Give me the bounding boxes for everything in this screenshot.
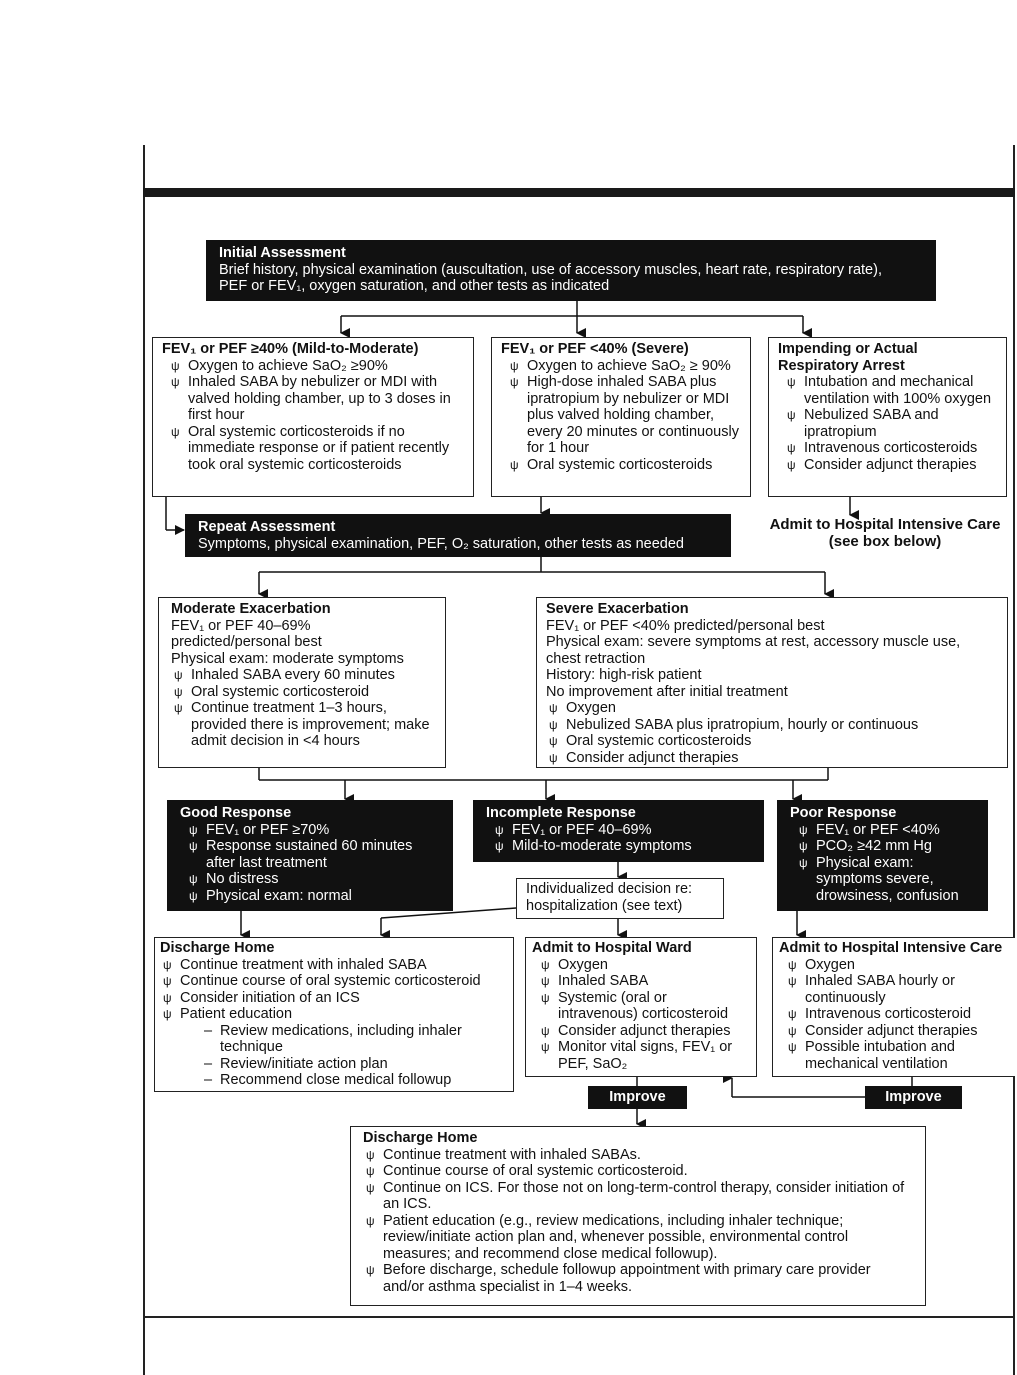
moderate-exacerbation-title: Moderate Exacerbation — [171, 601, 331, 617]
final-discharge-home-box — [350, 1126, 926, 1306]
moderate-exacerbation-line2: Physical exam: moderate symptoms — [171, 650, 404, 667]
improve-tag-ward: Improve — [588, 1086, 687, 1109]
severe-box — [491, 337, 751, 497]
individualized-decision-line1: Individualized decision re: — [526, 881, 693, 897]
poor-response-box — [777, 800, 988, 911]
list-item: ψ Possible intubation and mechanical ventilation — [779, 1039, 1009, 1072]
list-item: ψ No distress — [180, 871, 440, 888]
list-item: ψ Inhaled SABA hourly or continuously — [779, 973, 1009, 1006]
list-item: ψ FEV₁ or PEF <40% — [790, 822, 975, 839]
list-item: ψ Response sustained 60 minutes after last treatment — [180, 838, 440, 871]
good-response-box — [167, 800, 453, 911]
mild-moderate-title: FEV₁ or PEF ≥40% (Mild-to-Moderate) — [162, 341, 419, 357]
list-item: ψ Continue course of oral systemic corticosteroid. — [363, 1163, 913, 1180]
list-item: ψ Oral systemic corticosteroid — [171, 684, 433, 701]
moderate-exacerbation-line1: FEV₁ or PEF 40–69% predicted/personal best — [171, 617, 322, 650]
sub-list-item: – Review/initiate action plan — [160, 1056, 508, 1073]
sub-list-item: – Review medications, including inhaler technique — [160, 1023, 508, 1056]
sub-list-item: – Recommend close medical followup — [160, 1072, 508, 1089]
hospital-icu-title: Admit to Hospital Intensive Care — [779, 940, 1003, 956]
list-item: ψ Consider initiation of an ICS — [160, 990, 508, 1007]
severe-exacerbation-title: Severe Exacerbation — [546, 601, 689, 617]
list-item: ψ Consider adjunct therapies — [532, 1023, 750, 1040]
list-item: ψ Consider adjunct therapies — [779, 1023, 1009, 1040]
list-item: ψ FEV₁ or PEF 40–69% — [486, 822, 751, 839]
list-item: ψ Before discharge, schedule followup appointment with primary care provider and/or asthma specialist in 1–4 weeks. — [363, 1262, 913, 1295]
moderate-exacerbation-box — [158, 597, 446, 768]
list-item: ψ Patient education (e.g., review medications, including inhaler technique; review/initiate action plan and, whenever possible, environmental control measures; and recommend close medical followup). — [363, 1213, 913, 1263]
list-item: ψ Inhaled SABA every 60 minutes — [171, 667, 433, 684]
severe-exacerbation-box — [536, 597, 1008, 768]
list-item: ψ Nebulized SABA and ipratropium — [778, 407, 997, 440]
hospital-icu-box — [772, 937, 1015, 1077]
list-item: ψ Physical exam: symptoms severe, drowsiness, confusion — [790, 855, 975, 905]
incomplete-response-title: Incomplete Response — [486, 805, 636, 821]
list-item: ψ Intubation and mechanical ventilation with 100% oxygen — [778, 374, 997, 407]
repeat-assessment-box — [185, 514, 731, 557]
initial-assessment-line2: PEF or FEV₁, oxygen saturation, and other tests as indicated — [219, 278, 610, 294]
list-item: ψ Monitor vital signs, FEV₁ or PEF, SaO₂ — [532, 1039, 750, 1072]
list-item: ψ FEV₁ or PEF ≥70% — [180, 822, 440, 839]
initial-assessment-title: Initial Assessment — [219, 245, 346, 261]
final-discharge-home-title: Discharge Home — [363, 1130, 478, 1146]
individualized-decision-line2: hospitalization (see text) — [526, 897, 683, 914]
initial-assessment-line1: Brief history, physical examination (auscultation, use of accessory muscles, heart rate, respiratory rate), — [219, 261, 882, 278]
list-item: ψ Oral systemic corticosteroids if no immediate response or if patient recently took oral systemic corticosteroids — [162, 424, 464, 474]
list-item: ψ PCO₂ ≥42 mm Hg — [790, 838, 975, 855]
list-item: ψ Oxygen — [532, 957, 750, 974]
severe-exacerbation-line4: No improvement after initial treatment — [546, 683, 788, 700]
list-item: ψ High-dose inhaled SABA plus ipratropium by nebulizer or MDI plus valved holding chamber, every 20 minutes or continuously for 1 hour — [501, 374, 741, 457]
list-item: ψ Oxygen to achieve SaO₂ ≥ 90% — [501, 358, 741, 375]
list-item: ψ Physical exam: normal — [180, 888, 440, 905]
respiratory-arrest-box — [768, 337, 1007, 497]
list-item: ψ Systemic (oral or intravenous) corticosteroid — [532, 990, 750, 1023]
hospital-ward-title: Admit to Hospital Ward — [532, 940, 692, 956]
list-item: ψ Continue treatment with inhaled SABA — [160, 957, 508, 974]
discharge-home-box — [154, 937, 514, 1092]
list-item: ψ Intravenous corticosteroid — [779, 1006, 1009, 1023]
poor-response-title: Poor Response — [790, 805, 897, 821]
individualized-decision-box — [516, 878, 724, 919]
list-item: ψ Mild-to-moderate symptoms — [486, 838, 751, 855]
list-item: ψ Oxygen — [546, 700, 998, 717]
initial-assessment-box — [206, 240, 936, 301]
list-item: ψ Intravenous corticosteroids — [778, 440, 997, 457]
list-item: ψ Continue treatment with inhaled SABAs. — [363, 1147, 913, 1164]
list-item: ψ Continue treatment 1–3 hours, provided there is improvement; make admit decision in <4 hours — [171, 700, 433, 750]
mild-moderate-box — [152, 337, 474, 497]
severe-exacerbation-line1: FEV₁ or PEF <40% predicted/personal best — [546, 617, 825, 634]
incomplete-response-box — [473, 800, 764, 862]
list-item: ψ Inhaled SABA by nebulizer or MDI with valved holding chamber, up to 3 doses in first hour — [162, 374, 464, 424]
list-item: ψ Consider adjunct therapies — [778, 457, 997, 474]
list-item: ψ Nebulized SABA plus ipratropium, hourly or continuous — [546, 717, 998, 734]
list-item: ψ Oral systemic corticosteroids — [501, 457, 741, 474]
good-response-title: Good Response — [180, 805, 292, 821]
list-item: ψ Continue course of oral systemic corticosteroid — [160, 973, 508, 990]
list-item: ψ Inhaled SABA — [532, 973, 750, 990]
admit-icu-note: Admit to Hospital Intensive Care (see box below) — [769, 516, 1001, 550]
list-item: ψ Continue on ICS. For those not on long-term-control therapy, consider initiation of an ICS. — [363, 1180, 913, 1213]
repeat-assessment-title: Repeat Assessment — [198, 519, 336, 535]
repeat-assessment-line1: Symptoms, physical examination, PEF, O₂ saturation, other tests as needed — [198, 535, 684, 552]
list-item: ψ Patient education — [160, 1006, 508, 1023]
hospital-ward-box — [525, 937, 757, 1077]
severe-title: FEV₁ or PEF <40% (Severe) — [501, 341, 689, 357]
severe-exacerbation-line3: History: high-risk patient — [546, 667, 702, 683]
respiratory-arrest-title: Impending or Actual Respiratory Arrest — [778, 341, 918, 374]
list-item: ψ Consider adjunct therapies — [546, 750, 998, 767]
list-item: ψ Oxygen — [779, 957, 1009, 974]
improve-tag-icu: Improve — [865, 1086, 962, 1109]
severe-exacerbation-line2: Physical exam: severe symptoms at rest, accessory muscle use, chest retraction — [546, 634, 961, 667]
list-item: ψ Oral systemic corticosteroids — [546, 733, 998, 750]
list-item: ψ Oxygen to achieve SaO₂ ≥90% — [162, 358, 464, 375]
discharge-home-title: Discharge Home — [160, 940, 275, 956]
